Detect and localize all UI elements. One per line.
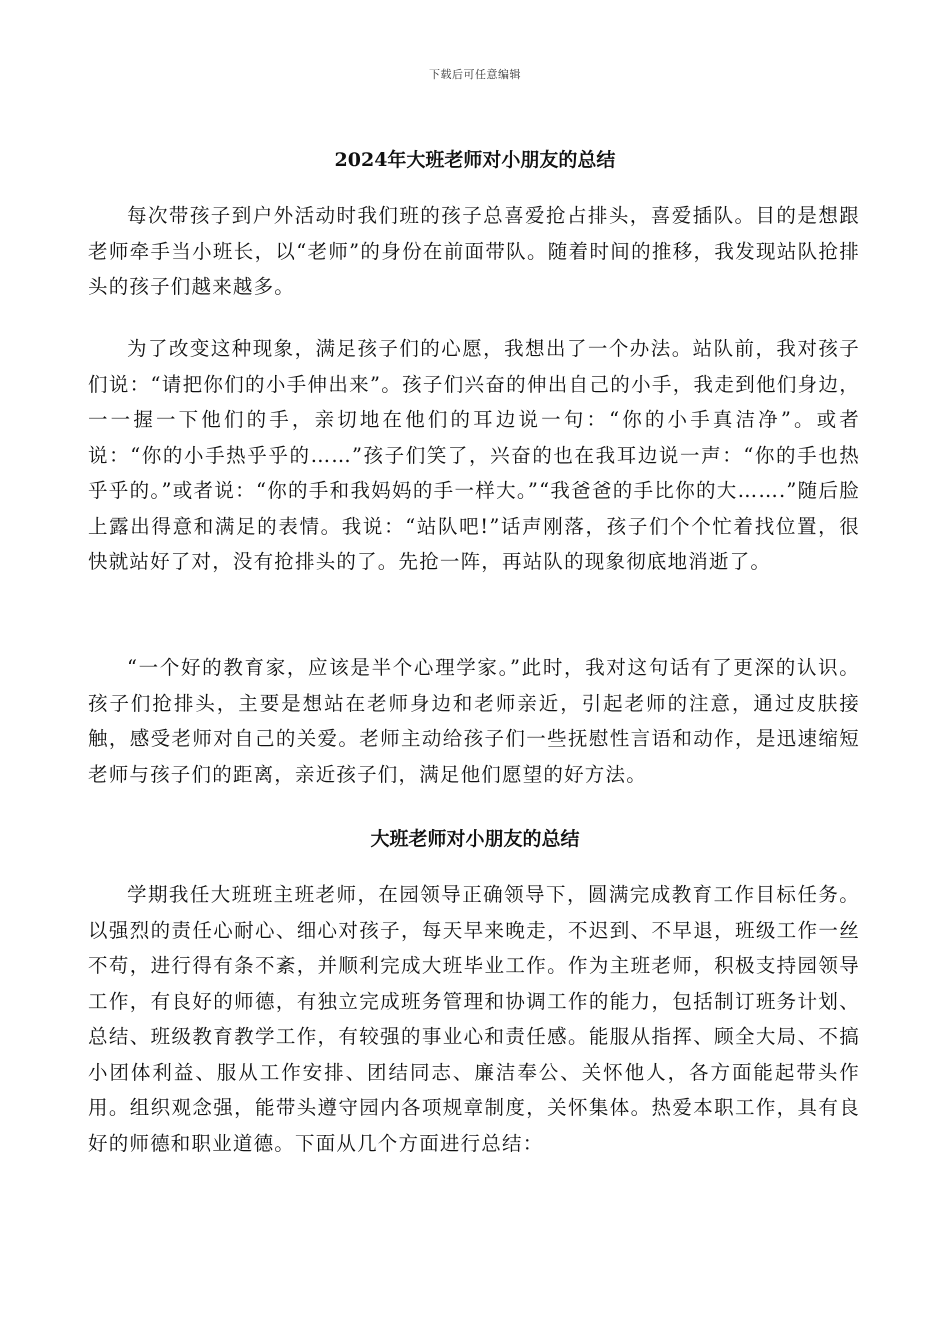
section-title: 2024年大班老师对小朋友的总结	[334, 149, 616, 171]
paragraph: 学期我任大班班主班老师，在园领导正确领导下，圆满完成教育工作目标任务。以强烈的责任心耐心、细心对孩子，每天早来晚走，不迟到、不早退，班级工作一丝不苟，进行得有条不紊，并顺利完成大班毕业工作。作为主班老师，积极支持园领导工作，有良好的师德，有独立完成班务管理和协调工作的能力，包括制订班务计划、总结、班级教育教学工作，有较强的事业心和责任感。能服从指挥、顾全大局、不搞小团体利益、服从工作安排、团结同志、廉洁奉公、关怀他人，各方面能起带头作用。组织观念强，能带头遵守园内各项规章制度，关怀集体。热爱本职工作，具有良好的师德和职业道德。下面从几个方面进行总结：	[88, 883, 860, 1155]
paragraph: 为了改变这种现象，满足孩子们的心愿，我想出了一个办法。站队前，我对孩子们说：“请把你们的小手伸出来”。孩子们兴奋的伸出自己的小手，我走到他们身边，一一握一下他们的手，亲切地在他们的耳边说一句：“你的小手真洁净”。或者说：“你的小手热乎乎的……”孩子们笑了，兴奋的也在我耳边说一声：“你的手也热乎乎的。”或者说：“你的手和我妈妈的手一样大。”“我爸爸的手比你的大…….”随后脸上露出得意和满足的表情。我说：“站队吧!”话声刚落，孩子们个个忙着找位置，很快就站好了对，没有抢排头的了。先抢一阵，再站队的现象彻底地消逝了。	[88, 337, 860, 573]
header-note: 下载后可任意编辑	[429, 68, 521, 81]
paragraph: “一个好的教育家，应该是半个心理学家。”此时，我对这句话有了更深的认识。孩子们抢排头，主要是想站在老师身边和老师亲近，引起老师的注意，通过皮肤接触，感受老师对自己的关爱。老师主动给孩子们一些抚慰性言语和动作，是迅速缩短老师与孩子们的距离，亲近孩子们，满足他们愿望的好方法。	[88, 656, 860, 786]
section-title: 大班老师对小朋友的总结	[370, 828, 580, 850]
paragraph: 每次带孩子到户外活动时我们班的孩子总喜爱抢占排头，喜爱插队。目的是想跟老师牵手当小班长，以“老师”的身份在前面带队。随着时间的推移，我发现站队抢排头的孩子们越来越多。	[88, 204, 860, 298]
